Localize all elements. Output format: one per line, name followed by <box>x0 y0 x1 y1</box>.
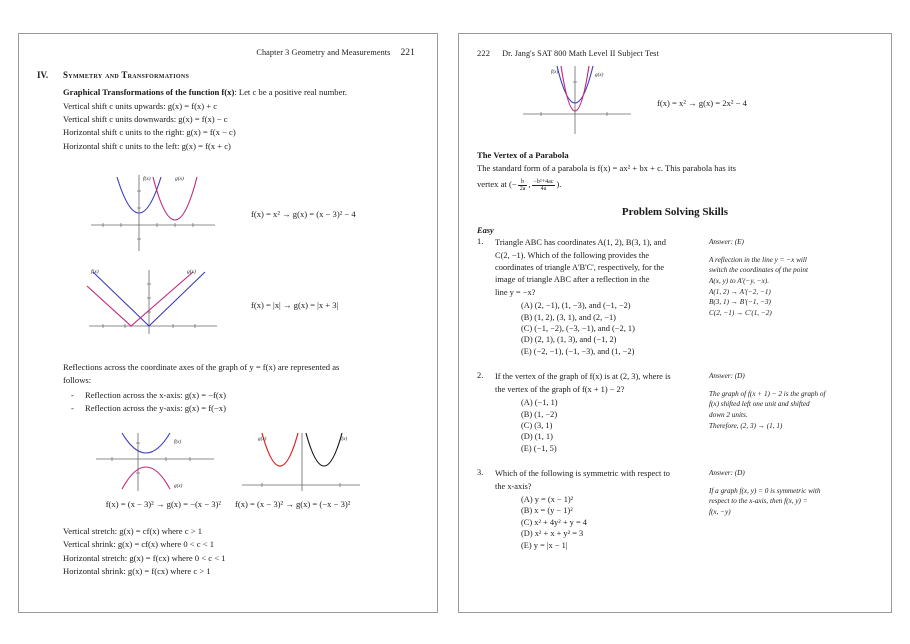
stretch-rule-item: Horizontal stretch: g(x) = f(cx) where 0 < c < 1 <box>63 552 226 563</box>
figure3-equation: f(x) = (x − 3)² → g(x) = −(x − 3)² <box>105 499 221 510</box>
intro-lead-rest: : Let c be a positive real number. <box>234 87 347 97</box>
question-text <box>495 468 670 551</box>
dash-bullet: - <box>71 390 74 401</box>
answer-label: Answer: (D) <box>709 372 745 381</box>
answer-line: A(x, y) to A'(−y, −x). <box>709 277 769 285</box>
graph-reflection-y-axis <box>236 431 366 498</box>
vertex-post: ). <box>556 179 562 190</box>
choice-option[interactable]: (B) (1, −2) <box>521 409 558 419</box>
answer-choices <box>521 494 670 551</box>
rule-item: Vertical shift c units downwards: g(x) = f(x) − c <box>63 114 228 125</box>
answer-line: A reflection in the line y = −x will <box>709 255 807 264</box>
choice-option[interactable]: (E) (−1, 5) <box>521 443 557 453</box>
figure-absolute-shift <box>37 264 419 347</box>
book-title: Dr. Jang's SAT 800 Math Level II Subject Test <box>502 49 659 58</box>
answer-line: A(1, 2) → A'(−2, −1) <box>709 287 771 296</box>
choice-option[interactable]: (B) x = (y − 1)² <box>521 506 573 516</box>
answer-explanation <box>709 468 869 551</box>
graph-svg <box>90 431 220 493</box>
vertex-section <box>477 149 873 192</box>
graph-vertical-stretch <box>517 64 637 141</box>
stem-line: Triangle ABC has coordinates A(1, 2), B(3, 1), and <box>495 238 666 248</box>
vertex-pre: vertex at (− <box>477 179 517 190</box>
intro-lead-bold: Graphical Transformations of the function f(x) <box>63 87 235 97</box>
reflections-list <box>37 389 419 415</box>
stem-line: image of triangle ABC after a reflection in the <box>495 275 650 285</box>
stem-line: Which of the following is symmetric with respect to <box>495 469 670 479</box>
stretch-shrink-rules <box>63 525 419 578</box>
intro-lead <box>63 82 419 100</box>
graph-parabola-shift <box>83 171 223 258</box>
answer-label: Answer: (D) <box>709 469 745 478</box>
question-item <box>477 468 873 551</box>
answer-line: C(2, −1) → C'(1, −2) <box>709 308 772 317</box>
fraction-b-2a <box>518 178 531 193</box>
answer-line: respect to the x-axis, then f(x, y) = <box>709 497 808 506</box>
reflection-figures <box>37 431 419 498</box>
choice-option[interactable]: (A) (2, −1), (1, −3), and (−1, −2) <box>521 301 631 311</box>
reflection-item <box>71 402 419 415</box>
problem-solving-title: Problem Solving Skills <box>621 206 729 219</box>
question-number: 3. <box>477 468 484 478</box>
choice-option[interactable]: (E) (−2, −1), (−1, −3), and (1, −2) <box>521 346 635 356</box>
right-page <box>458 33 892 613</box>
graph-svg <box>83 264 223 342</box>
choice-option[interactable]: (A) (−1, 1) <box>521 398 558 408</box>
graph-absolute-shift <box>83 264 223 347</box>
graph-svg <box>236 431 366 493</box>
question-content <box>477 237 709 357</box>
answer-line: Therefore, (2, 3) → (1, 1) <box>709 421 783 430</box>
answer-line: down 2 units. <box>709 411 748 420</box>
question-number: 2. <box>477 371 484 381</box>
reflections-intro <box>63 361 419 387</box>
figure-vertical-stretch <box>477 64 873 141</box>
figure-parabola-shift <box>37 171 419 258</box>
rule-item: Vertical shift c units upwards: g(x) = f(x) + c <box>63 101 218 111</box>
choice-option[interactable]: (D) (2, 1), (1, 3), and (−1, 2) <box>521 335 617 345</box>
stem-line: the x-axis? <box>495 481 532 491</box>
choice-option[interactable]: (C) (−1, −2), (−3, −1), and (−2, 1) <box>521 324 635 334</box>
answer-line: f(x) shifted left one unit and shifted <box>709 400 810 409</box>
choice-option[interactable]: (B) (1, 2), (3, 1), and (2, −1) <box>521 312 616 322</box>
answer-line: B(3, 1) → B'(−1, −3) <box>709 298 771 307</box>
choice-option[interactable]: (D) (1, 1) <box>521 432 553 442</box>
question-item <box>477 237 873 357</box>
left-page-header <box>37 48 419 58</box>
question-item <box>477 371 873 454</box>
graph-svg <box>83 171 223 253</box>
curve-label-f: f(x) <box>551 69 559 75</box>
answer-label: Answer: (E) <box>709 238 744 247</box>
reflection-item-text: Reflection across the y-axis: g(x) = f(−x) <box>85 403 226 414</box>
curve-label-f: f(x) <box>174 439 182 446</box>
rule-item: Horizontal shift c units to the left: g(x) = f(x + c) <box>63 140 231 151</box>
answer-explanation <box>709 237 869 357</box>
figure2-equation: f(x) = |x| → g(x) = |x + 3| <box>251 300 339 311</box>
chapter-title: Chapter 3 Geometry and Measurements <box>256 48 391 57</box>
stem-line: C(2, −1). Which of the following provides the <box>495 250 650 260</box>
graph-svg <box>517 64 637 136</box>
answer-explanation <box>709 371 869 454</box>
answer-line: switch the coordinates of the point <box>709 266 808 275</box>
stem-line: coordinates of triangle A'B'C', respectively, for the <box>495 263 665 273</box>
vertex-heading: The Vertex of a Parabola <box>477 150 569 160</box>
question-content <box>477 371 709 454</box>
section-title: Symmetry and Transformations <box>63 70 190 80</box>
choice-option[interactable]: (D) x² + x + y² = 3 <box>521 529 584 539</box>
fraction-disc-4a <box>532 179 556 193</box>
stem-line: line y = −x? <box>495 287 536 297</box>
reflection-item <box>71 389 419 402</box>
fraction-denominator: 4a <box>540 185 547 192</box>
choice-option[interactable]: (A) y = (x − 1)² <box>521 494 574 504</box>
section-heading <box>37 70 419 80</box>
stretch-rule-item: Vertical stretch: g(x) = cf(x) where c > 1 <box>63 526 203 537</box>
fraction-denominator: 2a <box>519 185 526 192</box>
stem-line: the vertex of the graph of f(x + 1) − 2? <box>495 384 625 394</box>
curve-label-g: g(x) <box>258 436 267 443</box>
choice-option[interactable]: (E) y = |x − 1| <box>521 540 568 550</box>
answer-line: If a graph f(x, y) = 0 is symmetric with <box>709 486 821 495</box>
answer-line: The graph of f(x + 1) − 2 is the graph of <box>709 389 826 398</box>
question-number: 1. <box>477 237 484 247</box>
reflection-equations <box>37 499 419 509</box>
stem-line: If the vertex of the graph of f(x) is at (2, 3), where is <box>495 372 671 382</box>
curve-label-g: g(x) <box>174 483 183 490</box>
vertex-line1: The standard form of a parabola is f(x) = ax² + bx + c. This parabola has its <box>477 163 736 174</box>
right-page-number: 222 <box>477 48 491 58</box>
choice-option[interactable]: (C) x² + 4y² + y = 4 <box>521 517 587 527</box>
transformation-rules <box>63 100 419 153</box>
vertex-mid: , <box>528 179 531 190</box>
stretch-rule-item: Horizontal shrink: g(x) = f(cx) where c > 1 <box>63 565 211 576</box>
reflection-item-text: Reflection across the x-axis: g(x) = −f(x) <box>85 390 226 401</box>
dash-bullet: - <box>71 403 74 414</box>
right-page-header <box>477 48 873 58</box>
curve-label-g: g(x) <box>187 268 196 275</box>
question-text <box>495 237 666 357</box>
left-page <box>18 33 438 613</box>
question-content <box>477 468 709 551</box>
stretch-rule-item: Vertical shrink: g(x) = cf(x) where 0 < c < 1 <box>63 539 215 550</box>
fraction-numerator: −b²+4ac <box>533 178 554 185</box>
figure1-equation: f(x) = x² → g(x) = (x − 3)² − 4 <box>251 209 356 220</box>
answer-choices <box>521 300 666 357</box>
curve-label-g: g(x) <box>175 175 184 182</box>
answer-choices <box>521 397 671 454</box>
difficulty-label: Easy <box>477 226 494 236</box>
reflections-intro-line: Reflections across the coordinate axes of the graph of y = f(x) are represented as <box>63 361 340 372</box>
graph-reflection-x-axis <box>90 431 220 498</box>
curve-label-g: g(x) <box>595 72 604 78</box>
figure5-equation: f(x) = x² → g(x) = 2x² − 4 <box>657 97 747 108</box>
curve-label-f: f(x) <box>340 436 348 443</box>
answer-line: f(x, −y) <box>709 507 731 516</box>
choice-option[interactable]: (C) (3, 1) <box>521 420 553 430</box>
question-text <box>495 371 671 454</box>
curve-label-f: f(x) <box>91 268 99 275</box>
rule-item: Horizontal shift c units to the right: g(x) = f(x − c) <box>63 127 236 138</box>
vertex-line2 <box>477 178 873 192</box>
section-numeral: IV. <box>37 70 49 80</box>
curve-label-f: f(x) <box>143 175 151 182</box>
reflections-intro-line: follows: <box>63 375 92 386</box>
left-page-number: 221 <box>400 48 415 58</box>
fraction-numerator: b <box>518 179 528 186</box>
figure4-equation: f(x) = (x − 3)² → g(x) = (−x − 3)² <box>235 499 351 510</box>
